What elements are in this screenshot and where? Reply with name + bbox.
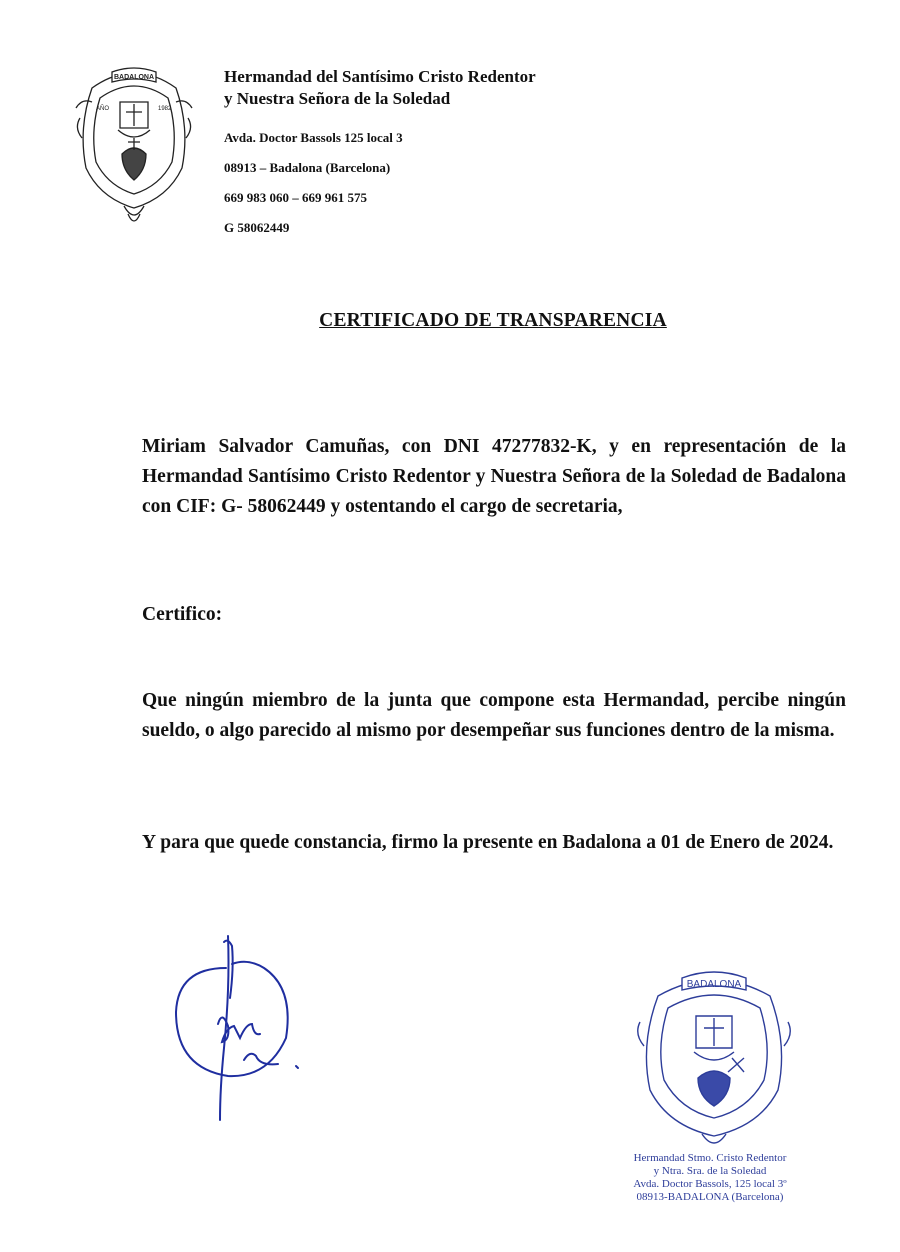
stamp-top-label: BADALONA	[686, 979, 742, 990]
org-name-line2: y Nuestra Señora de la Soledad	[224, 89, 451, 108]
official-stamp	[632, 960, 796, 1154]
certifico-heading: Certifico:	[142, 604, 223, 625]
stamp-line2: y Ntra. Sra. de la Soledad	[653, 1165, 767, 1177]
stamp-text-block	[610, 1152, 810, 1204]
stamp-line4: 08913-BADALONA (Barcelona)	[636, 1191, 784, 1203]
org-name-line1: Hermandad del Santísimo Cristo Redentor	[224, 67, 536, 86]
org-address: Avda. Doctor Bassols 125 local 3	[224, 130, 403, 145]
paragraph-statement: Que ningún miembro de la junta que compone esta Hermandad, percibe ningún sueldo, o algo parecido al mismo por desempeñar sus funciones dentro de la misma.	[142, 690, 846, 741]
org-tax-id: G 58062449	[224, 220, 290, 235]
org-phones: 669 983 060 – 669 961 575	[224, 190, 367, 205]
letterhead	[224, 66, 824, 235]
stamp-line1: Hermandad Stmo. Cristo Redentor	[633, 1152, 787, 1164]
paragraph-closing: Y para que quede constancia, firmo la presente en Badalona a 01 de Enero de 2024.	[142, 832, 834, 853]
logo-right-label: 1982	[158, 106, 172, 112]
document-title: CERTIFICADO DE TRANSPARENCIA	[319, 310, 667, 331]
handwritten-signature	[168, 928, 308, 1124]
org-city: 08913 – Badalona (Barcelona)	[224, 160, 391, 175]
logo-top-label: BADALONA	[113, 74, 155, 81]
logo-left-label: AÑO	[96, 106, 110, 112]
brotherhood-crest-logo	[72, 58, 196, 228]
paragraph-representation: Miriam Salvador Camuñas, con DNI 47277832-K, y en representación de la Hermandad Santísimo Cristo Redentor y Nuestra Señora de la Soledad de Badalona con CIF: G- 58062449 y ostentando el cargo de secretaria,	[142, 436, 846, 517]
stamp-line3: Avda. Doctor Bassols, 125 local 3º	[633, 1178, 787, 1190]
